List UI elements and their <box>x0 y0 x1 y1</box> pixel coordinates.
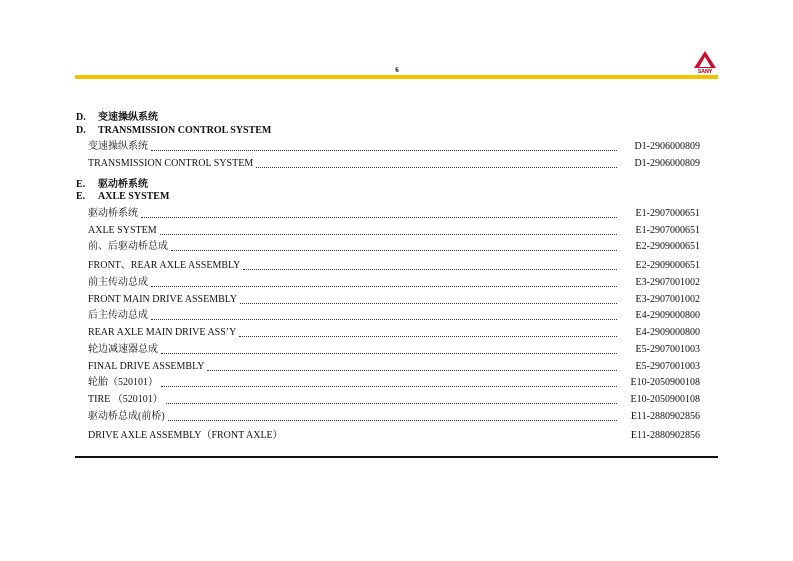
dot-leader <box>171 242 617 251</box>
footer-rule <box>75 456 718 458</box>
toc-entry-code: E10-2050900108 <box>630 394 700 405</box>
toc-entry-code: D1-2906000809 <box>634 158 700 169</box>
dot-leader <box>160 226 617 235</box>
toc-entry-code: E5-2907001003 <box>635 361 700 372</box>
toc-entry-title: 驱动桥总成(前桥) <box>88 411 165 422</box>
toc-entry-code: D1-2906000809 <box>634 141 700 152</box>
section-title: TRANSMISSION CONTROL SYSTEM <box>98 125 272 136</box>
header-bar <box>75 75 718 79</box>
section-heading-d-en <box>76 125 271 136</box>
dot-leader <box>240 295 617 304</box>
toc-entry-title: TIRE （520101） <box>88 394 163 405</box>
toc-entry-title: FRONT MAIN DRIVE ASSEMBLY <box>88 294 238 305</box>
toc-entry-code: E10-2050900108 <box>630 377 700 388</box>
dot-leader <box>141 209 617 218</box>
toc-entry-code: E1-2907000651 <box>635 225 700 236</box>
logo-text: SANY <box>697 69 713 75</box>
section-heading-d-cn <box>76 108 158 123</box>
toc-entry-code: E2-2909000651 <box>635 260 700 271</box>
toc-entry[interactable] <box>88 259 700 272</box>
toc-entry[interactable] <box>88 410 700 423</box>
toc-entry[interactable] <box>88 207 700 220</box>
toc-entry[interactable] <box>88 140 700 153</box>
toc-entry-code: E3-2907001002 <box>635 277 700 288</box>
triangle-logo-icon <box>692 50 718 70</box>
dot-leader <box>243 261 617 270</box>
section-letter: D. <box>76 112 86 123</box>
dot-leader <box>151 311 617 320</box>
dot-leader <box>207 362 617 371</box>
toc-entry-code: E1-2907000651 <box>635 208 700 219</box>
section-letter: E. <box>76 179 86 190</box>
toc-entry-title: 轮胎（520101） <box>88 377 158 388</box>
toc-entry[interactable] <box>88 343 700 356</box>
toc-entry-code: E3-2907001002 <box>635 294 700 305</box>
toc-entry[interactable] <box>88 429 700 442</box>
section-title: 变速操纵系统 <box>98 112 158 123</box>
toc-entry-title: REAR AXLE MAIN DRIVE ASS’Y <box>88 327 237 338</box>
section-heading-e-cn <box>76 175 148 190</box>
dot-leader <box>168 412 617 421</box>
toc-entry[interactable] <box>88 360 700 373</box>
toc-entry-title: 轮边减速器总成 <box>88 344 158 355</box>
toc-entry-code: E4-2909000800 <box>635 310 700 321</box>
section-title: 驱动桥系统 <box>98 179 148 190</box>
toc-entry-title: FINAL DRIVE ASSEMBLY <box>88 361 205 372</box>
dot-leader <box>161 345 617 354</box>
toc-entry[interactable] <box>88 293 700 306</box>
dot-leader <box>256 159 617 168</box>
section-heading-e-en <box>76 191 169 202</box>
toc-entry-title: AXLE SYSTEM <box>88 225 157 236</box>
toc-entry-code: E11-2880902856 <box>630 430 700 441</box>
toc-entry-title: FRONT、REAR AXLE ASSEMBLY <box>88 260 241 271</box>
toc-entry-title: 后主传动总成 <box>88 310 148 321</box>
toc-entry-title: 前、后驱动桥总成 <box>88 241 168 252</box>
toc-entry-code: E5-2907001003 <box>635 344 700 355</box>
toc-entry[interactable] <box>88 240 700 253</box>
toc-entry[interactable] <box>88 309 700 322</box>
toc-entry[interactable] <box>88 276 700 289</box>
dot-leader <box>161 378 617 387</box>
toc-entry-title: 驱动桥系统 <box>88 208 138 219</box>
dot-leader <box>151 278 617 287</box>
toc-entry[interactable] <box>88 393 700 406</box>
section-letter: E. <box>76 191 86 202</box>
toc-entry[interactable] <box>88 326 700 339</box>
toc-entry-title: 变速操纵系统 <box>88 141 148 152</box>
section-letter: D. <box>76 125 86 136</box>
page-number: 6 <box>395 66 399 74</box>
toc-entry-code: E2-2909000651 <box>635 241 700 252</box>
section-title: AXLE SYSTEM <box>98 191 170 202</box>
toc-entry-code: E11-2880902856 <box>630 411 700 422</box>
company-logo <box>692 50 718 74</box>
toc-entry-title: 前主传动总成 <box>88 277 148 288</box>
dot-leader <box>239 328 617 337</box>
toc-entry[interactable] <box>88 157 700 170</box>
toc-entry[interactable] <box>88 376 700 389</box>
toc-entry[interactable] <box>88 224 700 237</box>
toc-entry-title: DRIVE AXLE ASSEMBLY（FRONT AXLE） <box>88 430 283 441</box>
toc-entry-title: TRANSMISSION CONTROL SYSTEM <box>88 158 254 169</box>
toc-entry-code: E4-2909000800 <box>635 327 700 338</box>
dot-leader <box>151 142 617 151</box>
dot-leader <box>166 395 617 404</box>
